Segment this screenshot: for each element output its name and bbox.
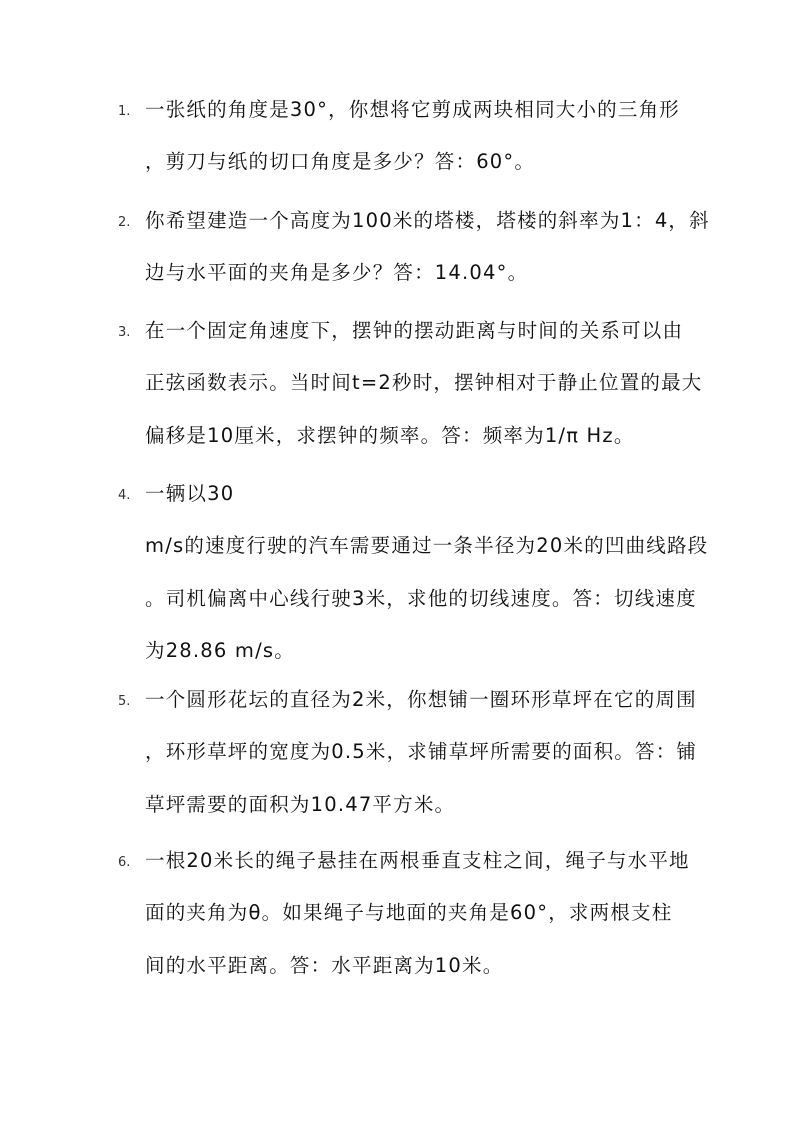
question-number: 3.	[118, 325, 131, 340]
question-text-line: 面的夹角为θ。如果绳子与地面的夹角是60°，求两根支柱	[145, 901, 673, 924]
question-text-line: 一根20米长的绳子悬挂在两根垂直支柱之间，绳子与水平地	[145, 849, 690, 872]
question-number: 1.	[118, 104, 131, 119]
question-text-line: 偏移是10厘米，求摆钟的频率。答：频率为1/π Hz。	[145, 424, 635, 447]
question-number: 2.	[118, 215, 131, 230]
question-text-line: 边与水平面的夹角是多少？答：14.04°。	[145, 261, 529, 284]
question-text-line: 一张纸的角度是30°，你想将它剪成两块相同大小的三角形	[145, 98, 680, 121]
question-text-line: ，剪刀与纸的切口角度是多少？答：60°。	[145, 150, 536, 173]
question-text-line: ，环形草坪的宽度为0.5米，求铺草坪所需要的面积。答：铺	[145, 740, 698, 763]
question-number: 5.	[118, 694, 131, 709]
question-number: 6.	[118, 855, 131, 870]
question-text-line: 。司机偏离中心线行驶3米，求他的切线速度。答：切线速度	[145, 587, 697, 610]
question-text-line: 一个圆形花坛的直径为2米，你想铺一圈环形草坪在它的周围	[145, 688, 697, 711]
question-text-line: 在一个固定角速度下，摆钟的摆动距离与时间的关系可以由	[145, 319, 684, 342]
question-text-line: 草坪需要的面积为10.47平方米。	[145, 793, 456, 816]
question-text-line: 间的水平距离。答：水平距离为10米。	[145, 954, 504, 977]
question-text-line: 你希望建造一个高度为100米的塔楼，塔楼的斜率为1：4，斜	[145, 209, 710, 232]
question-text-line: 一辆以30	[145, 482, 235, 505]
question-text-line: m/s的速度行驶的汽车需要通过一条半径为20米的凹曲线路段	[145, 534, 709, 557]
question-text-line: 正弦函数表示。当时间t=2秒时，摆钟相对于静止位置的最大	[145, 371, 703, 394]
question-number: 4.	[118, 488, 131, 503]
question-text-line: 为28.86 m/s。	[145, 639, 295, 662]
